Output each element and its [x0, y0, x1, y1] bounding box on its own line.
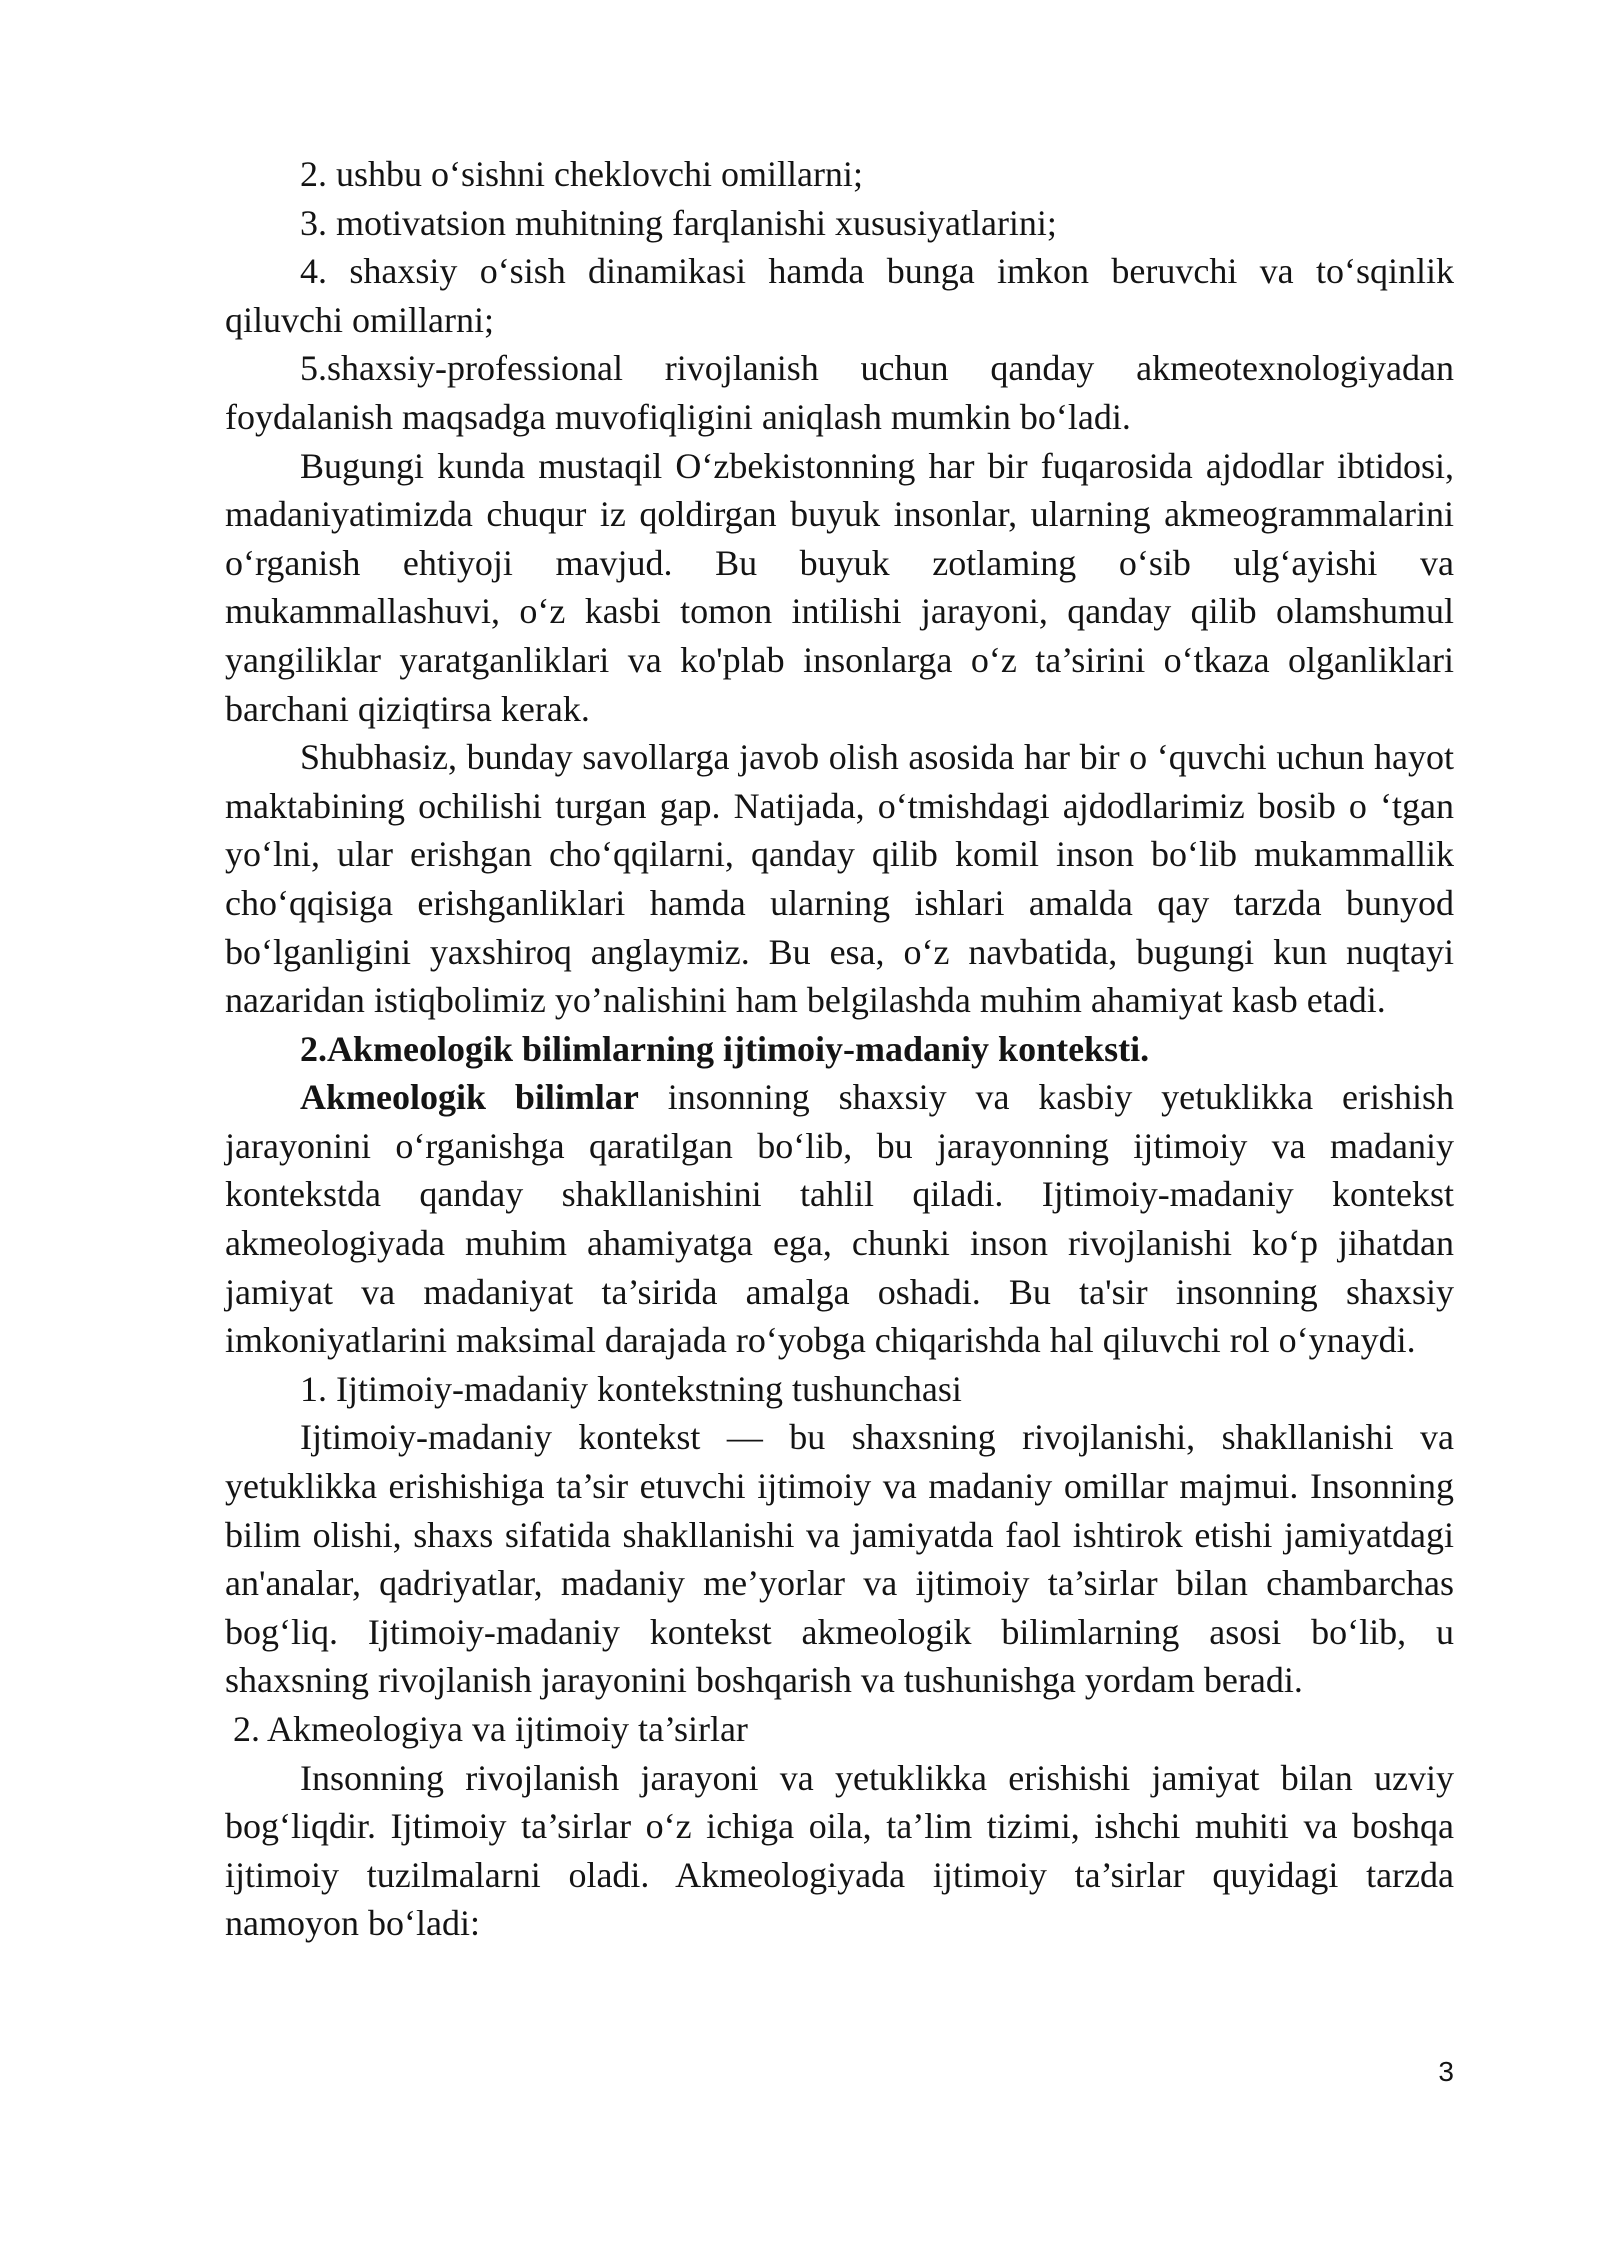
subsection-title: 2. Akmeologiya va ijtimoiy ta’sirlar: [233, 1709, 748, 1749]
subsection-body: Ijtimoiy-madaniy kontekst — bu shaxsning rivojlanishi, shakllanishi va yetuklikka erishishiga ta’sir etuvchi ijtimoiy va madaniy omillar majmui. Insonning bilim olishi, shaxs sifatida shakllanishi va jamiyatda faol ishtirok etishi jamiyatdagi an'analar, qadriyatlar, madaniy me’yorlar va ijtimoiy ta’sirlar bilan chambarchas bog‘liq. Ijtimoiy-madaniy kontekst akmeologik bilimlarning asosi bo‘lib, u shaxsning rivojlanish jarayonini boshqarish va tushunishga yordam beradi.: [225, 1417, 1454, 1701]
body-paragraph: Shubhasiz, bunday savollarga javob olish asosida har bir o ‘quvchi uchun hayot maktabining ochilishi turgan gap. Natijada, o‘tmishdagi ajdodlarimiz bosib o ‘tgan yo‘lni, ular erishgan cho‘qqilarni, qanday qilib komil inson bo‘lib mukammallik cho‘qqisiga erishganliklari hamda ularning ishlari amalda qay tarzda bunyod bo‘lganligini yaxshiroq anglaymiz. Bu esa, o‘z navbatida, bugungi kun nuqtayi nazaridan istiqbolimiz yo’nalishini ham belgilashda muhim ahamiyat kasb etadi.: [225, 737, 1454, 1021]
list-item: 4. shaxsiy o‘sish dinamikasi hamda bunga imkon beruvchi va to‘sqinlik qiluvchi omillarni;: [225, 251, 1454, 340]
page-number: 3: [1438, 2056, 1454, 2087]
section-heading: 2.Akmeologik bilimlarning ijtimoiy-madaniy konteksti.: [300, 1028, 1150, 1069]
page-body: [225, 150, 1454, 1948]
bold-term: Akmeologik bilimlar: [300, 1077, 639, 1118]
list-item: 3. motivatsion muhitning farqlanishi xususiyatlarini;: [300, 202, 1057, 243]
subsection-body: Insonning rivojlanish jarayoni va yetuklikka erishishi jamiyat bilan uzviy bog‘liqdir. Ijtimoiy ta’sirlar o‘z ichiga oila, ta’lim tizimi, ishchi muhiti va boshqa ijtimoiy tuzilmalarni oladi. Akmeologiyada ijtimoiy ta’sirlar quyidagi tarzda namoyon bo‘ladi:: [225, 1757, 1454, 1944]
subsection-title: 1. Ijtimoiy-madaniy kontekstning tushunchasi: [300, 1368, 962, 1409]
list-item: 2. ushbu o‘sishni cheklovchi omillarni;: [300, 154, 863, 194]
list-item: 5.shaxsiy-professional rivojlanish uchun qanday akmeotexnologiyadan foydalanish maqsadga muvofiqligini aniqlash mumkin bo‘ladi.: [225, 348, 1454, 437]
section-lead-paragraph: [225, 1073, 1454, 1365]
lead-text: insonning shaxsiy va kasbiy yetuklikka erishish jarayonini o‘rganishga qaratilgan bo‘lib, bu jarayonning ijtimoiy va madaniy kontekstda qanday shakllanishini tahlil qiladi. Ijtimoiy-madaniy kontekst akmeologiyada muhim ahamiyatga ega, chunki inson rivojlanishi ko‘p jihatdan jamiyat va madaniyat ta’sirida amalga oshadi. Bu ta'sir insonning shaxsiy imkoniyatlarini maksimal darajada ro‘yobga chiqarishda hal qiluvchi rol o‘ynaydi.: [225, 1077, 1454, 1361]
body-paragraph: Bugungi kunda mustaqil O‘zbekistonning har bir fuqarosida ajdodlar ibtidosi, madaniyatimizda chuqur iz qoldirgan buyuk insonlar, ularning akmeogrammalarini o‘rganish ehtiyoji mavjud. Bu buyuk zotlaming o‘sib ulg‘ayishi va mukammallashuvi, o‘z kasbi tomon intilishi jarayoni, qanday qilib olamshumul yangiliklar yaratganliklari va ko'plab insonlarga o‘z ta’sirini o‘tkaza olganliklari barchani qiziqtirsa kerak.: [225, 445, 1454, 729]
